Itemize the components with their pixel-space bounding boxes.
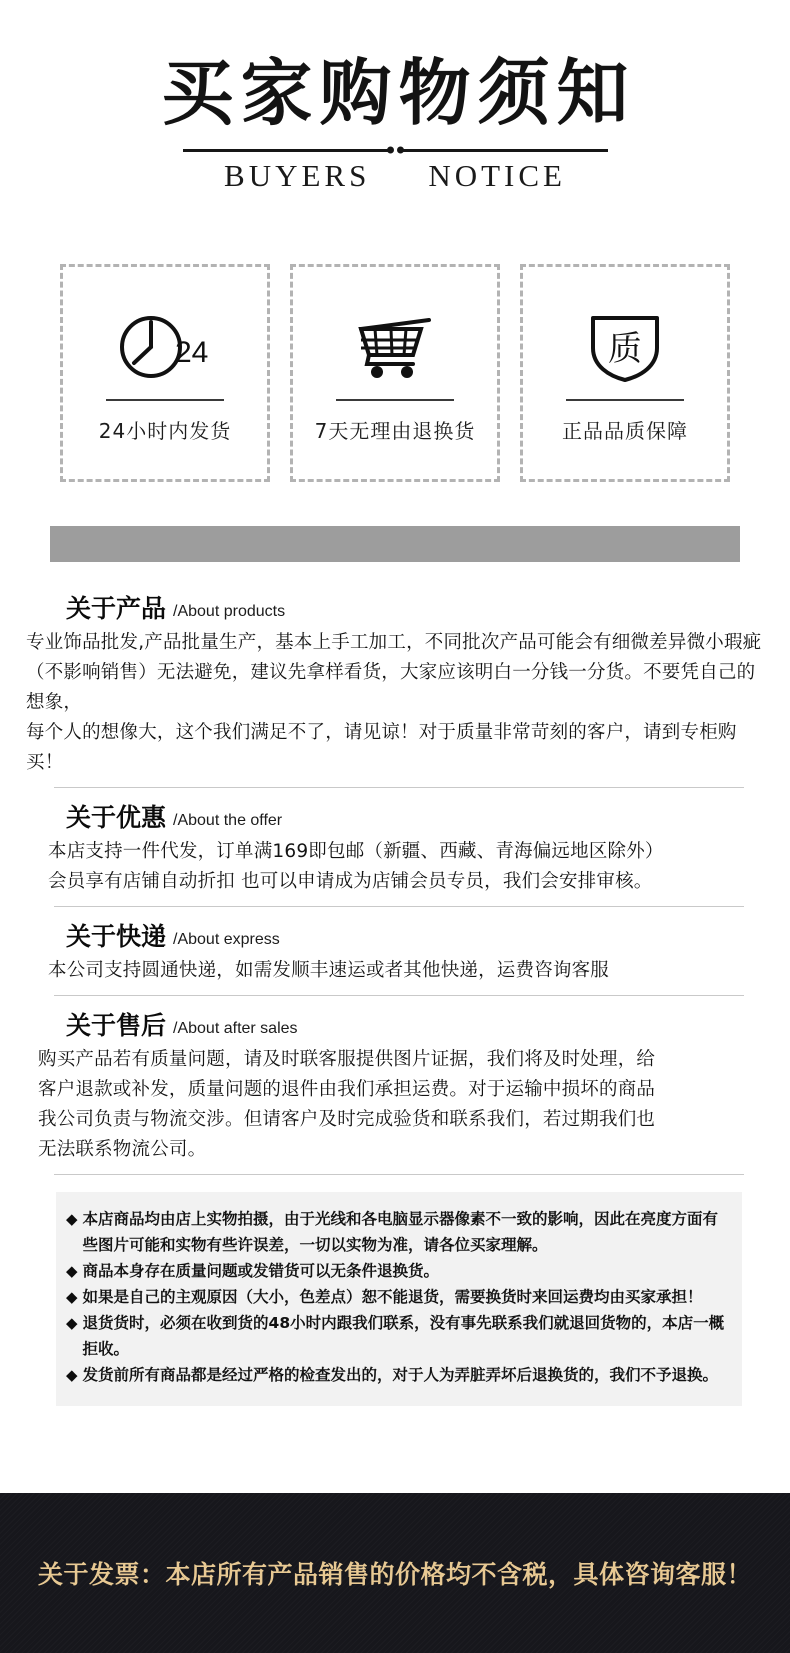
section-title-cn: 关于产品: [66, 593, 167, 623]
section-line: 每个人的想像大，这个我们满足不了，请见谅！对于质量非常苛刻的客户，请到专柜购买！: [26, 721, 737, 773]
quality-shield-icon: [582, 301, 668, 393]
svg-text:质: 质: [608, 329, 642, 370]
section-about-products: [26, 593, 764, 778]
section-heading: [26, 921, 764, 951]
feature-label: 24小时内发货: [98, 419, 232, 444]
feature-separator: [566, 399, 684, 401]
clock-24-icon: [117, 301, 213, 393]
section-divider: [54, 1174, 744, 1175]
terms-note-box: [56, 1192, 742, 1406]
section-line: 会员享有店铺自动折扣 也可以申请成为店铺会员专员，我们会安排审核。: [48, 870, 653, 892]
invoice-footer-banner: [0, 1493, 790, 1653]
section-about-express: [26, 921, 764, 986]
section-line: 专业饰品批发,产品批量生产，基本上手工加工，不同批次产品可能会有细微差异微小瑕疵: [26, 631, 762, 653]
feature-label: 7天无理由退换货: [314, 419, 476, 444]
diamond-bullet-icon: ◆: [66, 1261, 78, 1280]
note-text: 本店商品均由店上实物拍摄，由于光线和各电脑显示器像素不一致的影响，因此在亮度方面有些图片可能和实物有些许误差，一切以实物为准，请各位买家理解。: [82, 1209, 719, 1254]
shopping-cart-icon: [347, 301, 443, 393]
section-title-cn: 关于优惠: [66, 802, 167, 832]
subtitle-left: BUYERS: [224, 157, 371, 193]
section-title-cn: 关于快递: [66, 921, 167, 951]
note-item: [66, 1362, 726, 1388]
section-heading: [26, 1010, 764, 1040]
section-divider: [54, 787, 744, 788]
header-divider: [0, 149, 790, 152]
section-line: 无法联系物流公司。: [38, 1138, 207, 1160]
section-title-cn: 关于售后: [66, 1010, 167, 1040]
note-item: [66, 1206, 726, 1258]
section-heading: [26, 593, 764, 623]
note-item: [66, 1258, 726, 1284]
section-divider: [54, 995, 744, 996]
content-sections: [0, 593, 790, 1406]
feature-separator: [336, 399, 454, 401]
feature-label: 正品品质保障: [562, 419, 688, 444]
diamond-bullet-icon: ◆: [66, 1365, 78, 1384]
note-text: 商品本身存在质量问题或发错货可以无条件退换货。: [82, 1261, 440, 1280]
section-about-after-sales: [26, 1010, 764, 1165]
divider-line-right: [401, 149, 608, 152]
section-heading: [26, 802, 764, 832]
feature-badges: [0, 264, 790, 482]
diamond-bullet-icon: ◆: [66, 1287, 78, 1306]
section-title-en: /About products: [173, 602, 286, 620]
note-text: 退货货时，必须在收到货的48小时内跟我们联系，没有事先联系我们就退回货物的，本店一概拒收。: [82, 1313, 725, 1358]
section-line: 购买产品若有质量问题，请及时联客服提供图片证据，我们将及时处理，给: [38, 1048, 656, 1070]
section-line: 客户退款或补发，质量问题的退件由我们承担运费。对于运输中损坏的商品: [38, 1078, 656, 1100]
feature-7day-return: [290, 264, 500, 482]
section-line: 本店支持一件代发，订单满169即包邮（新疆、西藏、青海偏远地区除外）: [48, 840, 664, 862]
feature-shipping-24h: [60, 264, 270, 482]
note-text: 发货前所有商品都是经过严格的检查发出的，对于人为弄脏弄坏后退换货的，我们不予退换。: [82, 1365, 719, 1384]
footer-text: 关于发票：本店所有产品销售的价格均不含税，具体咨询客服！: [37, 1560, 752, 1589]
subtitle-right: NOTICE: [428, 157, 566, 193]
section-line: 本公司支持圆通快递，如需发顺丰速运或者其他快递，运费咨询客服: [48, 959, 610, 981]
note-item: [66, 1284, 726, 1310]
note-text: 如果是自己的主观原因（大小，色差点）恕不能退货，需要换货时来回运费均由买家承担！: [82, 1287, 703, 1306]
feature-quality-guarantee: [520, 264, 730, 482]
page-subtitle: [0, 158, 790, 194]
divider-line-left: [183, 149, 390, 152]
diamond-bullet-icon: ◆: [66, 1313, 78, 1332]
section-line: 我公司负责与物流交涉。但请客户及时完成验货和联系我们，若过期我们也: [38, 1108, 656, 1130]
page-header: [0, 0, 790, 194]
section-about-offer: [26, 802, 764, 897]
svg-text:24: 24: [175, 336, 209, 370]
section-title-en: /About express: [173, 930, 280, 948]
section-title-en: /About after sales: [173, 1019, 298, 1037]
page-title: 买家购物须知: [161, 51, 636, 135]
section-divider: [54, 906, 744, 907]
section-line: （不影响销售）无法避免，建议先拿样看货，大家应该明白一分钱一分货。不要凭自己的想象，: [26, 661, 756, 713]
section-title-en: /About the offer: [173, 811, 283, 829]
diamond-bullet-icon: ◆: [66, 1209, 78, 1228]
note-item: [66, 1310, 726, 1362]
gray-accent-bar: [50, 526, 740, 562]
feature-separator: [106, 399, 224, 401]
